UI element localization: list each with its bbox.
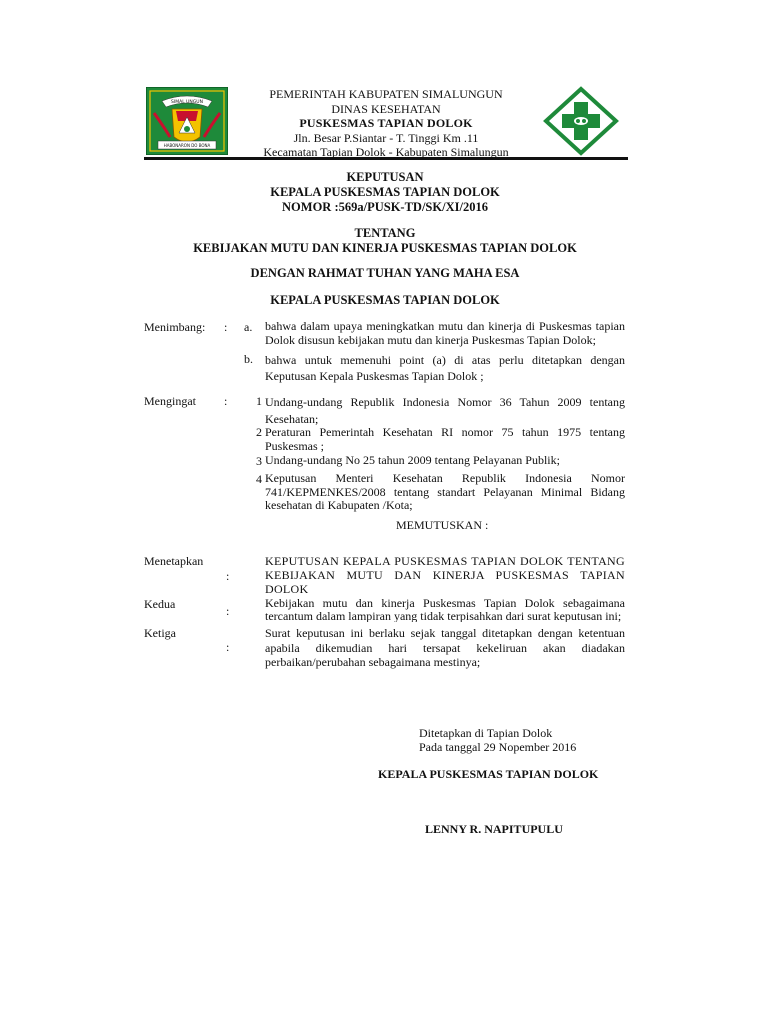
signature-date: Pada tanggal 29 Nopember 2016 xyxy=(419,740,577,754)
authority-block xyxy=(144,293,626,308)
menetapkan-text: KEPUTUSAN KEPALA PUSKESMAS TAPIAN DOLOK TENTANG KEBIJAKAN MUTU DAN KINERJA PUSKESMAS TAPIAN DOLOK xyxy=(265,554,625,596)
decree-subject: KEBIJAKAN MUTU DAN KINERJA PUSKESMAS TAPIAN DOLOK xyxy=(193,241,577,255)
letterhead xyxy=(236,87,536,160)
mengingat-1-text: Undang-undang Republik Indonesia Nomor 36 Tahun 2009 tentang Kesehatan; xyxy=(265,395,625,426)
menimbang-colon: : xyxy=(224,320,228,334)
invocation-block xyxy=(144,266,626,281)
mengingat-4-text: Keputusan Menteri Kesehatan Republik Indonesia Nomor 741/KEPMENKES/2008 tentang standart Pelayanan Minimal Bidang kesehatan di Kabupaten /Kota; xyxy=(265,471,625,512)
ketiga-colon: : xyxy=(226,640,230,654)
decree-issuer: KEPALA PUSKESMAS TAPIAN DOLOK xyxy=(270,185,500,199)
menetapkan-colon: : xyxy=(226,569,230,583)
mengingat-1-marker: 1 xyxy=(256,394,262,408)
kedua-label: Kedua xyxy=(144,597,176,611)
mengingat-3-marker: 3 xyxy=(256,454,262,468)
mengingat-label: Mengingat xyxy=(144,394,196,408)
invocation: DENGAN RAHMAT TUHAN YANG MAHA ESA xyxy=(250,266,520,280)
signature-position: KEPALA PUSKESMAS TAPIAN DOLOK xyxy=(378,767,599,781)
menimbang-b-marker: b. xyxy=(244,352,253,366)
puskesmas-logo xyxy=(536,86,626,156)
decree-number: NOMOR :569a/PUSK-TD/SK/XI/2016 xyxy=(282,200,488,214)
kedua-colon: : xyxy=(226,604,230,618)
letterhead-institution: PUSKESMAS TAPIAN DOLOK xyxy=(299,116,473,130)
tentang-label: TENTANG xyxy=(354,226,416,240)
mengingat-colon: : xyxy=(224,394,228,408)
authority-title: KEPALA PUSKESMAS TAPIAN DOLOK xyxy=(270,293,500,307)
decree-heading xyxy=(144,170,626,215)
decree-label: KEPUTUSAN xyxy=(346,170,424,184)
logo-left-top-text: SIMAL UNGUN xyxy=(171,100,203,105)
simalungun-emblem-logo xyxy=(146,87,228,155)
signature-place: Ditetapkan di Tapian Dolok xyxy=(419,726,553,740)
kedua-text: Kebijakan mutu dan kinerja Puskesmas Tapian Dolok sebagaimana tercantum dalam lampiran yang tidak terpisahkan dari surat keputusan ini; xyxy=(265,597,625,622)
memutuskan-heading: MEMUTUSKAN : xyxy=(396,518,489,532)
ketiga-text: Surat keputusan ini berlaku sejak tanggal ditetapkan dengan ketentuan apabila dikemudian hari tersapat kekeliruan akan diadakan perbaikan/perubahan sebagaimana mestinya; xyxy=(265,626,625,669)
mengingat-4-marker: 4 xyxy=(256,472,262,486)
ketiga-label: Ketiga xyxy=(144,626,176,640)
logo-left-bottom-text: HABONARON DO BONA xyxy=(163,143,211,148)
menimbang-a-text: bahwa dalam upaya meningkatkan mutu dan kinerja di Puskesmas tapian Dolok disusun kebijakan mutu dan kinerja Puskesmas Tapian Dolok; xyxy=(265,320,625,347)
mengingat-2-text: Peraturan Pemerintah Kesehatan RI nomor 75 tahun 1975 tentang Puskesmas ; xyxy=(265,425,625,453)
mengingat-3-text: Undang-undang No 25 tahun 2009 tentang Pelayanan Publik; xyxy=(265,453,560,467)
decree-subject-block xyxy=(144,226,626,256)
menetapkan-label: Menetapkan xyxy=(144,554,204,568)
letterhead-department: DINAS KESEHATAN xyxy=(331,101,441,116)
menimbang-label: Menimbang: xyxy=(144,320,206,334)
mengingat-2-marker: 2 xyxy=(256,425,262,439)
letterhead-government: PEMERINTAH KABUPATEN SIMALUNGUN xyxy=(269,87,503,101)
letterhead-district: Kecamatan Tapian Dolok - Kabupaten Simalungun xyxy=(263,145,509,159)
menimbang-a-marker: a. xyxy=(244,320,253,334)
menimbang-b-text: bahwa untuk memenuhi point (a) di atas perlu ditetapkan dengan Keputusan Kepala Puskesmas Tapian Dolok ; xyxy=(265,353,625,383)
letterhead-divider xyxy=(144,157,628,160)
letterhead-address: Jln. Besar P.Siantar - T. Tinggi Km .11 xyxy=(293,130,479,145)
signature-name: LENNY R. NAPITUPULU xyxy=(425,822,563,836)
